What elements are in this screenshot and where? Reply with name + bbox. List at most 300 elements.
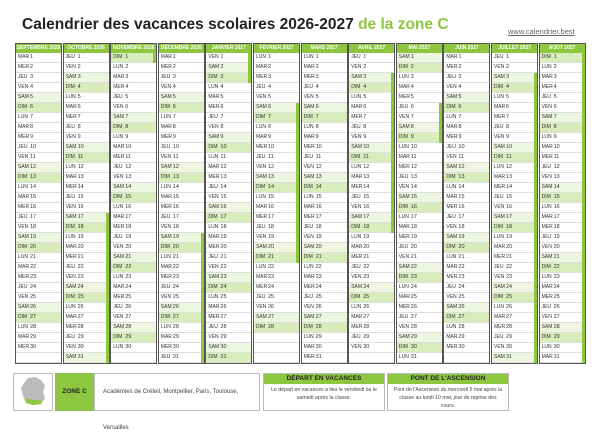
- day-name: JEU: [494, 124, 504, 130]
- day-cell: [16, 63, 61, 73]
- day-cell: [492, 193, 537, 203]
- vacation-bar: [106, 223, 109, 233]
- day-cell: [492, 343, 537, 353]
- vacation-bar: [201, 303, 204, 313]
- vacation-bar: [106, 293, 109, 303]
- day-cell: [206, 103, 251, 113]
- day-number: 4: [458, 84, 462, 90]
- day-name: VEN: [256, 304, 267, 310]
- day-cell: [64, 273, 109, 283]
- day-name: VEN: [446, 154, 457, 160]
- day-cell: [16, 323, 61, 333]
- day-number: 21: [268, 254, 275, 260]
- day-number: 18: [172, 224, 179, 230]
- day-name: DIM: [208, 74, 218, 80]
- day-name: MER: [256, 74, 268, 80]
- day-number: 17: [268, 214, 275, 220]
- day-cell: [159, 283, 204, 293]
- day-cell: [349, 133, 394, 143]
- day-cell: [159, 103, 204, 113]
- day-number: 10: [268, 144, 275, 150]
- day-number: 29: [506, 334, 513, 340]
- day-cell: [64, 233, 109, 243]
- day-name: JEU: [446, 144, 456, 150]
- day-name: JEU: [160, 144, 171, 150]
- day-name: JEU: [398, 104, 409, 110]
- day-number: 15: [410, 194, 417, 200]
- day-number: 23: [315, 274, 322, 280]
- day-name: VEN: [18, 84, 29, 90]
- day-number: 15: [268, 194, 275, 200]
- month-column: [348, 43, 395, 364]
- day-number: 18: [268, 224, 275, 230]
- day-number: 28: [315, 324, 322, 330]
- day-number: 20: [30, 244, 37, 250]
- day-number: 19: [268, 234, 275, 240]
- day-number: 9: [220, 134, 224, 140]
- vacation-bar: [106, 303, 109, 313]
- vacation-bar: [296, 143, 299, 153]
- day-name: MAR: [398, 294, 410, 300]
- day-name: VEN: [398, 114, 410, 120]
- day-number: 2: [458, 64, 462, 70]
- day-cell: [111, 213, 156, 223]
- day-cell: [397, 103, 442, 113]
- day-name: MAR: [18, 264, 30, 270]
- vacation-bar: [296, 103, 299, 113]
- day-number: 9: [553, 134, 557, 140]
- day-cell: [302, 103, 347, 113]
- day-cell: [397, 93, 442, 103]
- day-cell: [444, 123, 489, 133]
- day-number: 27: [506, 314, 513, 320]
- vacation-bar: [582, 333, 585, 343]
- day-number: 6: [30, 104, 34, 110]
- day-cell: [64, 73, 109, 83]
- day-cell: [302, 253, 347, 263]
- day-number: 23: [172, 274, 179, 280]
- day-number: 18: [220, 224, 227, 230]
- day-name: SAM: [541, 114, 553, 120]
- vacation-bar: [534, 313, 537, 323]
- day-name: JEU: [65, 124, 76, 130]
- vacation-bar: [534, 113, 537, 123]
- day-number: 30: [363, 344, 370, 350]
- empty-cell: [254, 343, 299, 353]
- day-cell: [444, 343, 489, 353]
- day-name: MER: [303, 354, 315, 360]
- vacation-bar: [534, 143, 537, 153]
- day-cell: [159, 333, 204, 343]
- day-cell: [206, 63, 251, 73]
- day-name: VEN: [494, 274, 505, 280]
- day-name: DIM: [160, 244, 170, 250]
- day-cell: [16, 203, 61, 213]
- day-number: 2: [125, 64, 129, 70]
- day-number: 8: [458, 124, 462, 130]
- day-number: 27: [30, 314, 37, 320]
- day-name: LUN: [113, 134, 124, 140]
- day-name: JEU: [541, 94, 552, 100]
- day-cell: [349, 73, 394, 83]
- day-name: LUN: [256, 264, 267, 270]
- day-cell: [397, 253, 442, 263]
- day-name: SAM: [18, 234, 29, 240]
- day-number: 7: [553, 114, 557, 120]
- day-name: JEU: [256, 84, 266, 90]
- day-name: MAR: [303, 274, 315, 280]
- vacation-bar: [534, 333, 537, 343]
- day-name: DIM: [541, 264, 551, 270]
- day-number: 7: [458, 114, 462, 120]
- month-header: SEPTEMBRE 2026: [16, 45, 61, 51]
- day-name: VEN: [160, 84, 172, 90]
- day-number: 25: [506, 294, 513, 300]
- day-name: MAR: [398, 224, 410, 230]
- day-number: 3: [506, 74, 510, 80]
- day-name: DIM: [494, 84, 504, 90]
- day-number: 26: [172, 304, 179, 310]
- day-number: 14: [553, 184, 560, 190]
- day-number: 23: [458, 274, 465, 280]
- day-number: 30: [30, 344, 37, 350]
- month-column: [443, 43, 490, 364]
- day-number: 30: [458, 344, 465, 350]
- day-name: SAM: [494, 144, 505, 150]
- vacation-bar: [391, 113, 394, 123]
- day-number: 26: [268, 304, 275, 310]
- day-cell: [16, 153, 61, 163]
- day-cell: [254, 73, 299, 83]
- day-name: MAR: [18, 334, 30, 340]
- day-cell: [349, 173, 394, 183]
- day-name: SAM: [303, 104, 315, 110]
- day-cell: [254, 263, 299, 273]
- legend-pont-text: Pont de l'Ascension du mercredi 5 mai après la classe au lundi 10 mai, jour de reprise des cours.: [393, 387, 503, 409]
- day-cell: [349, 213, 394, 223]
- day-number: 8: [553, 124, 557, 130]
- empty-cell: [254, 333, 299, 343]
- day-name: MER: [256, 214, 268, 220]
- day-cell: [397, 143, 442, 153]
- day-name: MAR: [351, 104, 363, 110]
- day-name: LUN: [65, 164, 76, 170]
- vacation-bar: [391, 203, 394, 213]
- day-name: MER: [303, 74, 315, 80]
- empty-cell: [349, 353, 394, 363]
- day-cell: [111, 233, 156, 243]
- day-name: VEN: [160, 154, 172, 160]
- vacation-bar: [582, 253, 585, 263]
- day-name: VEN: [351, 344, 362, 350]
- day-name: MER: [303, 214, 315, 220]
- day-name: SAM: [398, 124, 410, 130]
- vacation-bar: [534, 203, 537, 213]
- day-name: MAR: [351, 244, 363, 250]
- day-name: SAM: [446, 94, 458, 100]
- day-number: 13: [553, 174, 560, 180]
- day-name: VEN: [113, 244, 124, 250]
- month-header: NOVEMBRE 2026: [112, 45, 155, 51]
- vacation-bar: [534, 183, 537, 193]
- day-number: 14: [315, 184, 322, 190]
- day-cell: [540, 173, 585, 183]
- day-number: 22: [410, 264, 417, 270]
- day-cell: [492, 153, 537, 163]
- day-cell: [444, 233, 489, 243]
- day-cell: [254, 63, 299, 73]
- day-cell: [206, 273, 251, 283]
- day-name: LUN: [541, 64, 552, 70]
- vacation-bar: [582, 53, 585, 63]
- day-cell: [349, 203, 394, 213]
- day-number: 4: [125, 84, 129, 90]
- vacation-bar: [534, 233, 537, 243]
- day-number: 11: [30, 154, 36, 160]
- day-number: 14: [506, 184, 513, 190]
- day-name: LUN: [303, 264, 314, 270]
- day-number: 14: [30, 184, 37, 190]
- day-name: LUN: [65, 234, 76, 240]
- vacation-bar: [582, 323, 585, 333]
- day-name: VEN: [113, 174, 124, 180]
- vacation-bar: [106, 283, 109, 293]
- day-number: 28: [77, 324, 84, 330]
- day-cell: [159, 193, 204, 203]
- day-number: 2: [220, 64, 224, 70]
- day-name: LUN: [398, 144, 409, 150]
- vacation-bar: [582, 163, 585, 173]
- day-name: JEU: [18, 284, 28, 290]
- day-cell: [540, 203, 585, 213]
- day-cell: [111, 303, 156, 313]
- day-number: 17: [125, 214, 132, 220]
- day-number: 10: [553, 144, 560, 150]
- day-cell: [254, 313, 299, 323]
- vacation-bar: [582, 203, 585, 213]
- day-number: 25: [268, 294, 275, 300]
- day-name: DIM: [18, 244, 28, 250]
- day-name: JEU: [494, 194, 504, 200]
- day-number: 14: [410, 184, 417, 190]
- day-name: SAM: [160, 164, 172, 170]
- day-number: 13: [506, 174, 513, 180]
- empty-cell: [16, 353, 61, 363]
- day-cell: [302, 193, 347, 203]
- day-name: LUN: [18, 184, 29, 190]
- day-name: JEU: [398, 314, 409, 320]
- day-number: 29: [125, 334, 132, 340]
- day-name: DIM: [541, 194, 551, 200]
- day-number: 19: [410, 234, 417, 240]
- day-cell: [302, 173, 347, 183]
- day-cell: [540, 323, 585, 333]
- day-name: JEU: [494, 54, 504, 60]
- day-name: MER: [208, 314, 220, 320]
- day-number: 23: [77, 274, 84, 280]
- day-name: MAR: [256, 274, 268, 280]
- day-cell: [302, 143, 347, 153]
- day-number: 5: [553, 94, 557, 100]
- day-number: 15: [30, 194, 37, 200]
- day-name: MER: [541, 84, 553, 90]
- day-cell: [302, 203, 347, 213]
- day-name: JEU: [65, 54, 76, 60]
- vacation-bar: [296, 123, 299, 133]
- day-name: DIM: [113, 54, 123, 60]
- day-cell: [492, 93, 537, 103]
- day-name: MER: [494, 114, 506, 120]
- day-cell: [492, 303, 537, 313]
- month-column: [63, 43, 110, 364]
- day-cell: [159, 63, 204, 73]
- day-name: SAM: [18, 94, 29, 100]
- day-number: 29: [220, 334, 227, 340]
- day-name: VEN: [256, 94, 267, 100]
- day-number: 5: [172, 94, 176, 100]
- day-cell: [206, 123, 251, 133]
- day-cell: [159, 173, 204, 183]
- day-name: MER: [351, 324, 363, 330]
- day-cell: [159, 233, 204, 243]
- day-cell: [492, 133, 537, 143]
- day-name: JEU: [18, 214, 28, 220]
- day-name: MAR: [398, 154, 410, 160]
- day-number: 8: [363, 124, 367, 130]
- day-name: DIM: [494, 154, 504, 160]
- day-cell: [302, 83, 347, 93]
- day-name: VEN: [541, 104, 552, 110]
- day-number: 19: [30, 234, 37, 240]
- day-cell: [492, 143, 537, 153]
- day-cell: [254, 273, 299, 283]
- day-number: 25: [77, 294, 84, 300]
- day-number: 24: [363, 284, 370, 290]
- day-cell: [64, 183, 109, 193]
- day-cell: [397, 303, 442, 313]
- day-name: DIM: [398, 344, 408, 350]
- day-number: 12: [315, 164, 322, 170]
- vacation-bar: [106, 253, 109, 263]
- day-cell: [254, 103, 299, 113]
- day-name: DIM: [494, 294, 504, 300]
- day-name: MER: [446, 134, 458, 140]
- day-cell: [111, 313, 156, 323]
- day-cell: [254, 203, 299, 213]
- day-cell: [16, 283, 61, 293]
- day-cell: [302, 53, 347, 63]
- day-number: 22: [553, 264, 560, 270]
- day-cell: [397, 313, 442, 323]
- day-name: LUN: [160, 324, 171, 330]
- day-number: 2: [553, 64, 557, 70]
- day-name: DIM: [398, 134, 408, 140]
- day-cell: [302, 243, 347, 253]
- website-link[interactable]: www.calendrier.best: [508, 27, 575, 36]
- day-number: 9: [410, 134, 414, 140]
- day-name: DIM: [446, 174, 456, 180]
- day-number: 12: [77, 164, 84, 170]
- day-cell: [492, 263, 537, 273]
- day-cell: [206, 153, 251, 163]
- vacation-bar: [582, 93, 585, 103]
- day-number: 27: [410, 314, 417, 320]
- day-number: 6: [553, 104, 557, 110]
- day-number: 10: [315, 144, 322, 150]
- day-cell: [206, 343, 251, 353]
- day-number: 26: [363, 304, 370, 310]
- day-name: MAR: [113, 214, 125, 220]
- day-name: MAR: [494, 104, 506, 110]
- day-cell: [159, 123, 204, 133]
- day-name: JEU: [113, 94, 123, 100]
- day-number: 24: [506, 284, 513, 290]
- day-cell: [302, 323, 347, 333]
- day-cell: [64, 63, 109, 73]
- day-cell: [540, 223, 585, 233]
- day-name: MAR: [303, 344, 315, 350]
- day-cell: [444, 203, 489, 213]
- day-name: MAR: [541, 354, 553, 360]
- day-cell: [254, 153, 299, 163]
- day-cell: [16, 113, 61, 123]
- day-number: 20: [77, 244, 84, 250]
- vacation-bar: [534, 83, 537, 93]
- day-name: SAM: [398, 334, 410, 340]
- day-number: 16: [506, 204, 513, 210]
- day-name: DIM: [160, 174, 170, 180]
- day-cell: [111, 203, 156, 213]
- day-cell: [254, 323, 299, 333]
- day-name: SAM: [351, 284, 363, 290]
- day-cell: [492, 53, 537, 63]
- day-name: MAR: [256, 134, 268, 140]
- day-name: MAR: [256, 64, 268, 70]
- day-name: LUN: [351, 94, 362, 100]
- vacation-bar: [391, 183, 394, 193]
- vacation-bar: [391, 153, 394, 163]
- month-header: AOÛT 2027: [540, 43, 585, 53]
- day-cell: [111, 163, 156, 173]
- day-name: DIM: [208, 354, 218, 360]
- day-name: DIM: [65, 84, 75, 90]
- day-name: JEU: [18, 74, 28, 80]
- day-cell: [349, 123, 394, 133]
- day-name: SAM: [160, 234, 172, 240]
- day-number: 7: [315, 114, 319, 120]
- day-number: 3: [172, 74, 176, 80]
- day-cell: [64, 133, 109, 143]
- day-cell: [302, 233, 347, 243]
- day-number: 19: [172, 234, 179, 240]
- month-column: [396, 43, 443, 364]
- day-cell: [444, 243, 489, 253]
- day-name: MER: [351, 184, 363, 190]
- day-name: JEU: [494, 264, 504, 270]
- vacation-bar: [296, 113, 299, 123]
- day-cell: [397, 173, 442, 183]
- day-cell: [302, 113, 347, 123]
- day-name: DIM: [65, 294, 75, 300]
- day-name: SAM: [541, 324, 553, 330]
- day-cell: [16, 233, 61, 243]
- day-name: MER: [446, 274, 458, 280]
- day-cell: [64, 313, 109, 323]
- vacation-bar: [582, 113, 585, 123]
- day-name: MER: [494, 254, 506, 260]
- day-name: VEN: [351, 134, 362, 140]
- day-number: 8: [506, 124, 510, 130]
